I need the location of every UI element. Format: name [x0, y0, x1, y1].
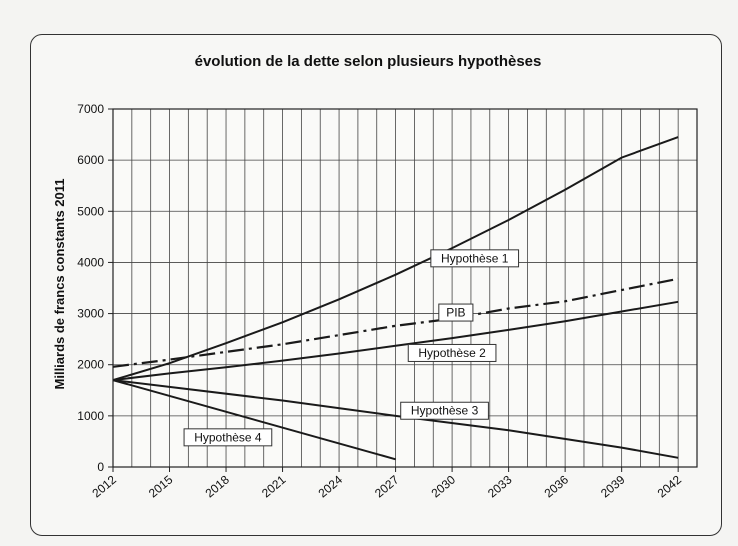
annotation-label — [408, 344, 496, 361]
annotation-text: Hypothèse 4 — [194, 430, 262, 445]
x-tick-label: 2030 — [428, 472, 459, 501]
y-tick-label: 6000 — [77, 153, 104, 168]
y-tick-label: 3000 — [77, 306, 104, 321]
annotation-label — [431, 250, 519, 267]
x-tick-label: 2015 — [145, 472, 176, 501]
y-tick-label: 5000 — [77, 204, 104, 219]
annotation-label — [439, 304, 473, 321]
annotation-label — [401, 402, 489, 419]
annotation-text: Hypothèse 2 — [418, 345, 486, 360]
annotation-text: Hypothèse 1 — [441, 251, 509, 266]
y-tick-label: 2000 — [77, 357, 104, 372]
x-tick-label: 2036 — [541, 472, 572, 501]
x-tick-label: 2027 — [372, 472, 402, 501]
annotation-text: Hypothèse 3 — [410, 403, 479, 418]
x-tick-label: 2018 — [202, 472, 232, 501]
y-tick-label: 4000 — [77, 255, 104, 270]
x-tick-label: 2039 — [598, 472, 628, 501]
annotation-label — [184, 429, 272, 446]
y-tick-label: 7000 — [77, 102, 104, 116]
annotation-text: PIB — [446, 305, 466, 320]
x-tick-label: 2033 — [485, 472, 515, 501]
x-tick-label: 2042 — [654, 472, 685, 501]
y-tick-label: 1000 — [77, 408, 104, 423]
x-tick-label: 2012 — [89, 472, 119, 501]
x-tick-label: 2021 — [259, 472, 289, 501]
x-tick-label: 2024 — [315, 472, 345, 501]
y-tick-label: 0 — [97, 460, 104, 474]
y-axis-label: Milliards de francs constants 2011 — [52, 178, 67, 390]
chart-title: évolution de la dette selon plusieurs hypothèses — [194, 53, 542, 70]
